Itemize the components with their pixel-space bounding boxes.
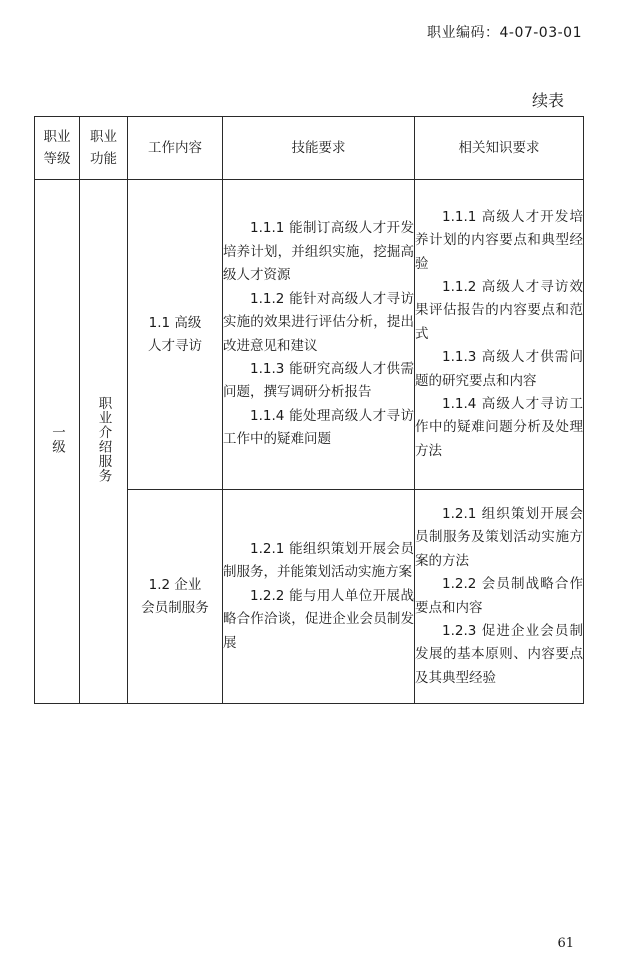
knowledge-cell [415, 490, 584, 704]
knowledge-cell [415, 180, 584, 490]
work-cell [128, 180, 223, 490]
level-text: 一级 [49, 425, 65, 454]
skill-item: 1.2.1 能组织策划开展会员制服务，并能策划活动实施方案 [223, 540, 414, 581]
col-header-knowledge [415, 117, 584, 180]
knowledge-item: 1.1.4 高级人才寻访工作中的疑难问题分析及处理方法 [415, 396, 583, 459]
function-cell [80, 180, 128, 704]
skill-item: 1.2.2 能与用人单位开展战略合作洽谈，促进企业会员制发展 [223, 587, 414, 651]
skill-item: 1.1.1 能制订高级人才开发培养计划，并组织实施，挖掘高级人才资源 [223, 220, 414, 284]
work-label-line: 会员制服务 [141, 599, 209, 616]
work-cell [128, 490, 223, 704]
skills-cell [223, 490, 415, 704]
knowledge-item: 1.2.1 组织策划开展会员制服务及策划活动实施方案的方法 [415, 505, 583, 569]
header-label-line: 相关知识要求 [458, 140, 540, 156]
header-label-line: 职业 [90, 129, 117, 145]
table-row [35, 180, 584, 490]
knowledge-item: 1.1.3 高级人才供需问题的研究要点和内容 [415, 349, 583, 389]
competency-table [34, 116, 584, 704]
header-label-line: 工作内容 [148, 140, 202, 156]
occupation-code: 职业编码：4-07-03-01 [426, 25, 582, 41]
header-label-line: 职业 [43, 129, 71, 145]
knowledge-item: 1.2.3 促进企业会员制发展的基本原则、内容要点及其典型经验 [415, 622, 583, 686]
table-header-row [35, 117, 584, 180]
page-number: 61 [557, 936, 574, 951]
skill-item: 1.1.3 能研究高级人才供需问题，撰写调研分析报告 [223, 360, 414, 401]
skills-cell [223, 180, 415, 490]
knowledge-item: 1.1.1 高级人才开发培养计划的内容要点和典型经验 [415, 208, 583, 272]
continued-label: 续表 [531, 91, 564, 110]
work-label-line: 1.2 企业 [148, 576, 202, 593]
col-header-function [80, 117, 128, 180]
col-header-work [128, 117, 223, 180]
work-label-line: 1.1 高级 [148, 314, 202, 331]
col-header-level [35, 117, 80, 180]
level-cell [35, 180, 80, 704]
knowledge-item: 1.1.2 高级人才寻访效果评估报告的内容要点和范式 [415, 278, 583, 342]
col-header-skills [223, 117, 415, 180]
function-text: 职业介绍服务 [95, 396, 112, 483]
knowledge-item: 1.2.2 会员制战略合作要点和内容 [415, 576, 583, 616]
header-label-line: 技能要求 [291, 140, 346, 156]
header-label-line: 等级 [43, 151, 71, 167]
skill-item: 1.1.4 能处理高级人才寻访工作中的疑难问题 [223, 407, 414, 448]
work-label-line: 人才寻访 [148, 337, 202, 354]
header-label-line: 功能 [90, 151, 117, 167]
skill-item: 1.1.2 能针对高级人才寻访实施的效果进行评估分析，提出改进意见和建议 [223, 290, 414, 354]
